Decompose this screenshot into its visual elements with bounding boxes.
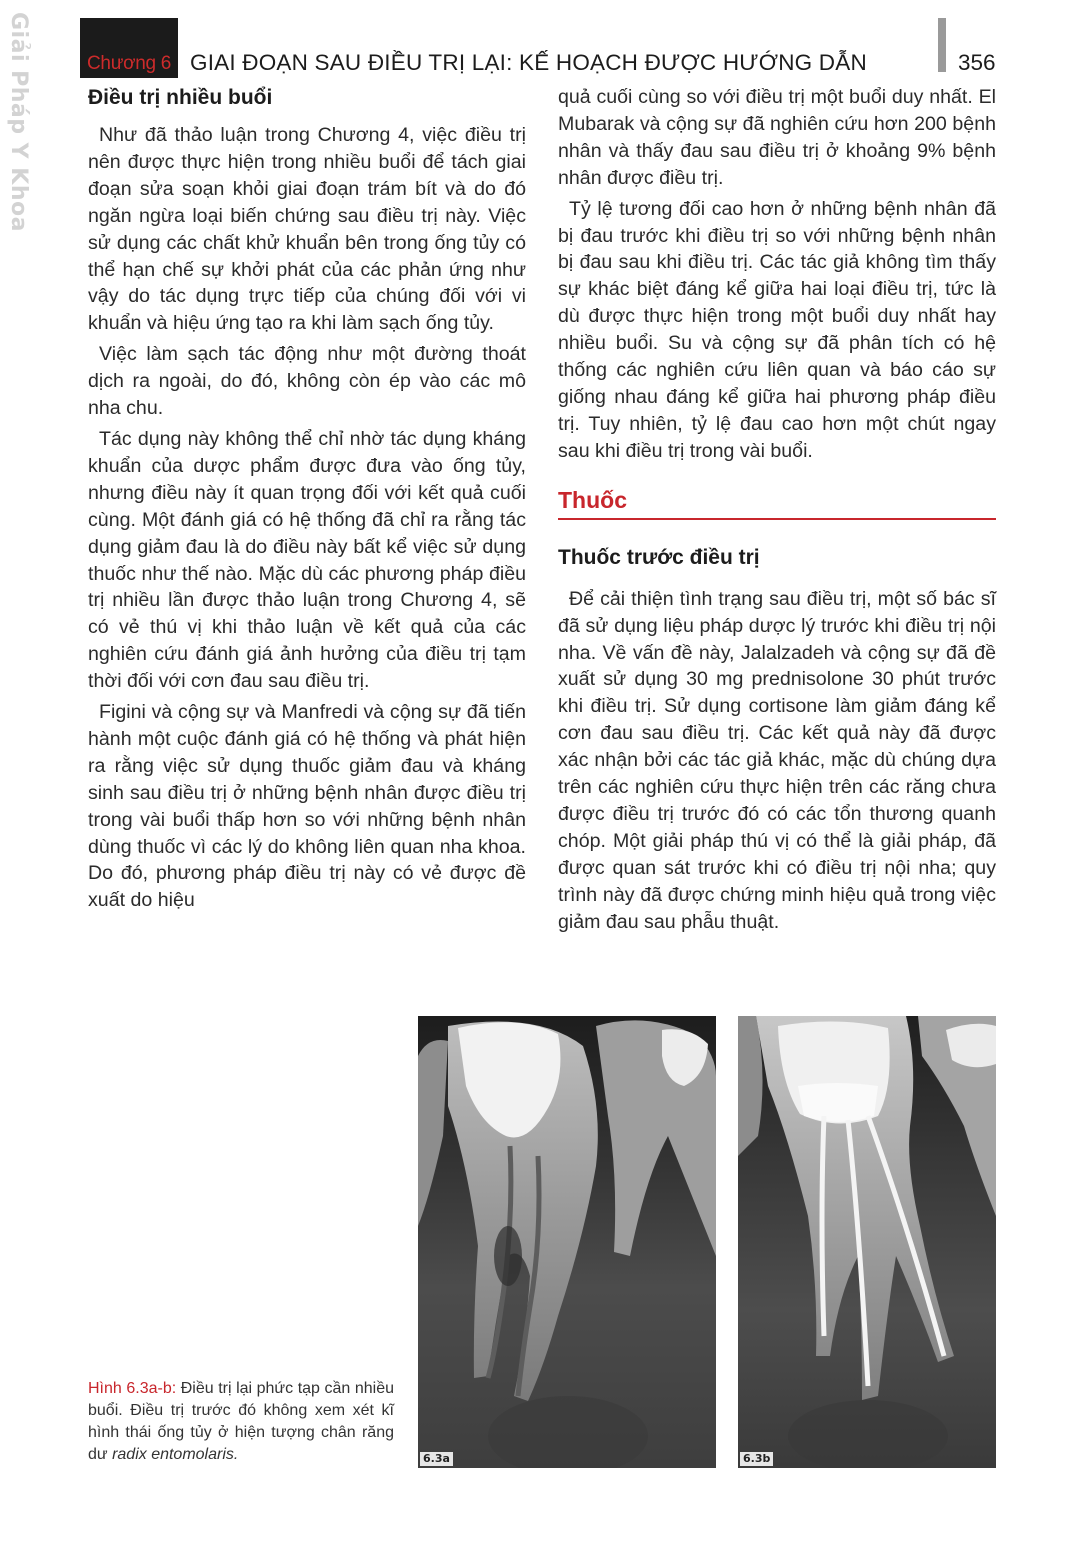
heading-multi-session: Điều trị nhiều buổi [88, 86, 273, 109]
paragraph: Tác dụng này không thể chỉ nhờ tác dụng kháng khuẩn của dược phẩm được đưa vào ống tủy, nhưng điều này ít quan trọng đối với kết quả cuối cùng. Một đánh giá có hệ thống đã chỉ ra rằng tác dụng giảm đau là do điều này bất kể việc sử dụng thuốc như thế nào. Mặc dù các phương pháp điều trị nhiều lần được thảo luận trong Chương 4, sẽ có vẻ thú vị khi thảo luận về kết quả của các nghiên cứu đánh giá ảnh hưởng của điều trị tạm thời đối với cơn đau sau điều trị. [88, 427, 526, 693]
paragraph: Tỷ lệ tương đối cao hơn ở những bệnh nhân đã bị đau trước khi điều trị so với những bệnh nhân bị đau sau khi điều trị. Các tác giả không tìm thấy sự khác biệt đáng kể giữa hai loại điều trị, tức là dù được thực hiện trong một buổi duy nhất hay nhiều buổi. Su và cộng sự đã phân tích có hệ thống các nghiên cứu liên quan và báo cáo sự giống nhau đáng kể giữa hai phương pháp điều trị. Tuy nhiên, tỷ lệ đau cao hơn một chút ngay sau khi điều trị trong vài buổi. [558, 197, 996, 462]
caption-text: Điều trị lại phức tạp cần nhiều buổi. Điều trị trước đó không xem xét kĩ hình thái ống tủy ở hiện tượng chân răng dư [88, 1380, 394, 1463]
chapter-label: Chương 6 [87, 53, 172, 74]
page-header [80, 18, 1000, 80]
subheading-pre-treatment-medication: Thuốc trước điều trị [558, 545, 760, 569]
left-column [88, 84, 526, 918]
running-title: GIAI ĐOẠN SAU ĐIỀU TRỊ LẠI: KẾ HOẠCH ĐƯỢC HƯỚNG DẪN [190, 50, 867, 75]
page-number: 356 [958, 50, 996, 75]
paragraph: Để cải thiện tình trạng sau điều trị, một số bác sĩ đã sử dụng liệu pháp dược lý trước khi điều trị nội nha. Về vấn đề này, Jalalzadeh và cộng sự đã đề xuất sử dụng 30 mg prednisolone 30 phút trước khi điều trị. Sử dụng cortisone làm giảm đáng kể cơn đau sau điều trị. Các kết quả này đã được xác nhận bởi các tác giả khác, mặc dù chúng dựa trên các nghiên cứu thực hiện trên các răng chưa được điều trị trước đó có các tổn thương quanh chóp. Một giải pháp thú vị có thể là giải pháp, đã được quan sát trước khi có điều trị nội nha; quy trình này đã được chứng minh hiệu quả trong việc giảm đau sau phẫu thuật. [558, 587, 996, 933]
xray-image-6-3a [418, 1016, 716, 1468]
paragraph-continuation: quả cuối cùng so với điều trị một buổi duy nhất. El Mubarak và cộng sự đã nghiên cứu hơn 200 bệnh nhân và thấy đau sau điều trị ở khoảng 9% bệnh nhân được điều trị. [558, 86, 996, 189]
chapter-tab [80, 18, 178, 78]
caption-term: radix entomolaris. [112, 1446, 239, 1463]
paragraph: Việc làm sạch tác động như một đường thoát dịch ra ngoài, do đó, không còn ép vào các mô nha chu. [88, 343, 526, 420]
paragraph: Như đã thảo luận trong Chương 4, việc điều trị nên được thực hiện trong nhiều buổi để tách giai đoạn sửa soạn khỏi giai đoạn trám bít và do đó ngăn ngừa loại biến chứng sau điều trị này. Việc sử dụng các chất khử khuẩn bên trong ống tủy có thể hạn chế sự khởi phát của các phản ứng như vậy do tác dụng trực tiếp của chúng đối với vi khuẩn và hiệu ứng tạo ra khi làm sạch ống tủy. [88, 124, 526, 335]
xray-image-6-3b [738, 1016, 996, 1468]
header-divider-bar [938, 18, 946, 72]
caption-label: Hình 6.3a-b: [88, 1380, 177, 1397]
xray-6-3a-graphic [418, 1016, 716, 1468]
figure-caption [88, 1378, 394, 1466]
side-watermark: Giải Pháp Y Khoa [6, 12, 31, 232]
xray-6-3b-graphic [738, 1016, 996, 1468]
paragraph: Figini và cộng sự và Manfredi và cộng sự đã tiến hành một cuộc đánh giá có hệ thống và phát hiện ra rằng việc sử dụng thuốc giảm đau và kháng sinh sau điều trị ở những bệnh nhân được điều trị trong vài buổi thấp hơn so với những bệnh nhân dùng thuốc vì các lý do không liên quan nha khoa. Do đó, phương pháp điều trị này có vẻ được đề xuất do hiệu [88, 701, 526, 912]
figure-label-6-3b: 6.3b [740, 1452, 773, 1466]
right-column [558, 84, 996, 939]
section-heading-medication: Thuốc [558, 485, 996, 520]
figure-label-6-3a: 6.3a [420, 1452, 453, 1466]
